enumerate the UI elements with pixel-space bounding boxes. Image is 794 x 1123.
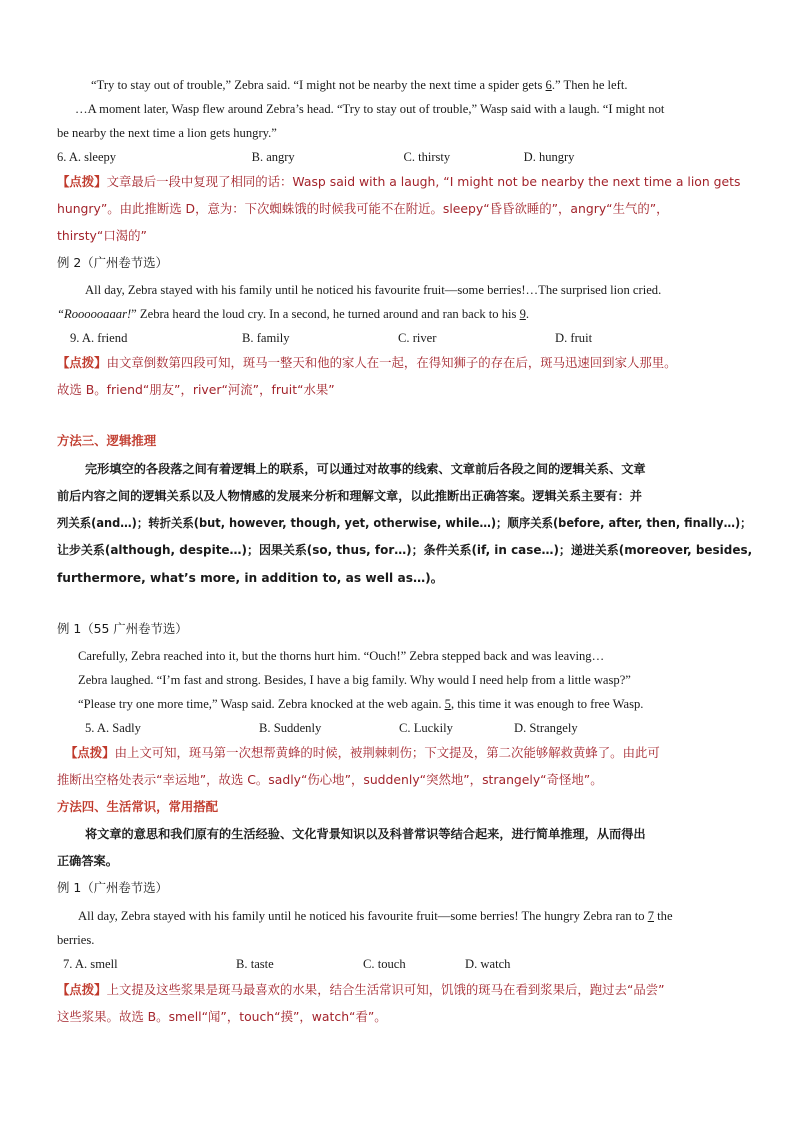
passage-line: berries.: [57, 933, 95, 947]
tip-label: 【点拨】: [57, 174, 107, 189]
option-a: 9. A. friend: [70, 331, 128, 345]
option-b: B. taste: [236, 957, 274, 971]
passage-line: All day, Zebra stayed with his family until he noticed his favourite fruit—some berries!…The surprised lion cried.: [85, 283, 662, 297]
option-d: D. watch: [465, 957, 511, 971]
tip-line: 推断出空格处表示“幸运地”，故选 C。sadly“伤心地”，suddenly“突然地”，strangely“奇怪地”。: [57, 772, 603, 787]
passage-text: .” Then he left.: [551, 78, 628, 92]
option-a: 5. A. Sadly: [85, 721, 141, 735]
tip-line: 故选 B。friend“朋友”，river“河流”，fruit“水果”: [57, 382, 335, 397]
roar-text: “Roooooaaar!: [57, 307, 132, 321]
option-c: C. Luckily: [399, 721, 453, 735]
option-d: D. hungry: [523, 150, 575, 164]
example-title: 例 2（广州卷节选）: [57, 255, 168, 270]
method-paragraph-line: 前后内容之间的逻辑关系以及人物情感的发展来分析和理解文章，以此推断出正确答案。逻辑关系主要有：并: [57, 489, 642, 503]
method-paragraph-line: 将文章的意思和我们原有的生活经验、文化背景知识以及科普常识等结合起来，进行简单推理，从而得出: [85, 827, 646, 841]
passage-line: [78, 908, 673, 924]
method-heading: 方法三、逻辑推理: [57, 433, 157, 448]
passage-line: be nearby the next time a lion gets hungry.”: [57, 126, 277, 140]
passage-text: “Try to stay out of trouble,” Zebra said. “I might not be nearby the next time a spider gets: [91, 78, 546, 92]
tip-label: 【点拨】: [57, 355, 107, 370]
option-a: 7. A. smell: [63, 957, 118, 971]
option-b: B. angry: [251, 150, 295, 164]
tip-text: 文章最后一段中复现了相同的话：Wasp said with a laugh, “I might not be nearby the next time a lion gets: [106, 174, 741, 189]
example-title: 例 1（55 广州卷节选）: [57, 621, 188, 636]
blank-number: 6: [545, 78, 552, 92]
passage-text: ” Zebra heard the loud cry. In a second, he turned around and ran back to his: [131, 307, 520, 321]
tip-line: [57, 355, 677, 371]
option-a: 6. A. sleepy: [57, 150, 117, 164]
method-heading: 方法四、生活常识，常用搭配: [57, 799, 219, 814]
method-paragraph-line: 完形填空的各段落之间有着逻辑上的联系，可以通过对故事的线索、文章前后各段之间的逻辑关系、文章: [85, 462, 646, 476]
method-paragraph-line: 列关系(and…)；转折关系(but, however, though, yet, otherwise, while…)；顺序关系(before, after, then, finally…)；: [57, 516, 752, 530]
tip-line: [65, 745, 660, 761]
passage-line: Zebra laughed. “I’m fast and strong. Besides, I have a big family. Why would I need help from a little wasp?”: [78, 673, 631, 687]
tip-line: 这些浆果。故选 B。smell“闻”，touch“摸”，watch“看”。: [57, 1009, 387, 1024]
passage-text: , this time it was enough to free Wasp.: [450, 697, 644, 711]
option-d: D. fruit: [555, 331, 593, 345]
tip-line: thirsty“口渴的”: [57, 228, 147, 243]
tip-label: 【点拨】: [65, 745, 115, 760]
tip-text: 由上文可知，斑马第一次想帮黄蜂的时候，被荆棘刺伤；下文提及，第二次能够解救黄蜂了。由此可: [114, 745, 660, 760]
method-paragraph-line: 让步关系(although, despite…)；因果关系(so, thus, for…)；条件关系(if, in case…)；递进关系(moreover, besides,: [57, 543, 753, 557]
option-b: B. family: [242, 331, 290, 345]
passage-line: [78, 696, 643, 712]
tip-text: 上文提及这些浆果是斑马最喜欢的水果，结合生活常识可知，饥饿的斑马在看到浆果后，跑过去“品尝”: [106, 982, 665, 997]
method-paragraph-line: furthermore, what’s more, in addition to, as well as…)。: [57, 571, 443, 585]
passage-line: …A moment later, Wasp flew around Zebra’s head. “Try to stay out of trouble,” Wasp said with a laugh. “I might not: [75, 102, 665, 116]
option-b: B. Suddenly: [259, 721, 322, 735]
passage-text: “Please try one more time,” Wasp said. Zebra knocked at the web again.: [78, 697, 445, 711]
option-d: D. Strangely: [514, 721, 578, 735]
passage-line: Carefully, Zebra reached into it, but the thorns hurt him. “Ouch!” Zebra stepped back and was leaving…: [78, 649, 605, 663]
passage-line: [91, 77, 628, 93]
passage-text: All day, Zebra stayed with his family until he noticed his favourite fruit—some berries! The hungry Zebra ran to: [78, 909, 648, 923]
tip-label: 【点拨】: [57, 982, 107, 997]
passage-text: .: [525, 307, 530, 321]
blank-number: 9: [519, 307, 526, 321]
method-paragraph-line: 正确答案。: [57, 854, 118, 868]
option-c: C. thirsty: [403, 150, 451, 164]
tip-line: [57, 982, 665, 998]
tip-line: hungry”。由此推断选 D，意为：下次蜘蛛饿的时候我可能不在附近。sleepy“昏昏欲睡的”，angry“生气的”，: [57, 201, 669, 216]
blank-number: 7: [647, 909, 655, 923]
option-c: C. river: [398, 331, 437, 345]
blank-number: 5: [444, 697, 451, 711]
tip-text: 由文章倒数第四段可知，斑马一整天和他的家人在一起，在得知狮子的存在后，斑马迅速回到家人那里。: [106, 355, 677, 370]
tip-line: [57, 174, 740, 190]
passage-line: [57, 306, 529, 322]
passage-text: the: [654, 909, 673, 923]
example-title: 例 1（广州卷节选）: [57, 880, 168, 895]
option-c: C. touch: [363, 957, 406, 971]
